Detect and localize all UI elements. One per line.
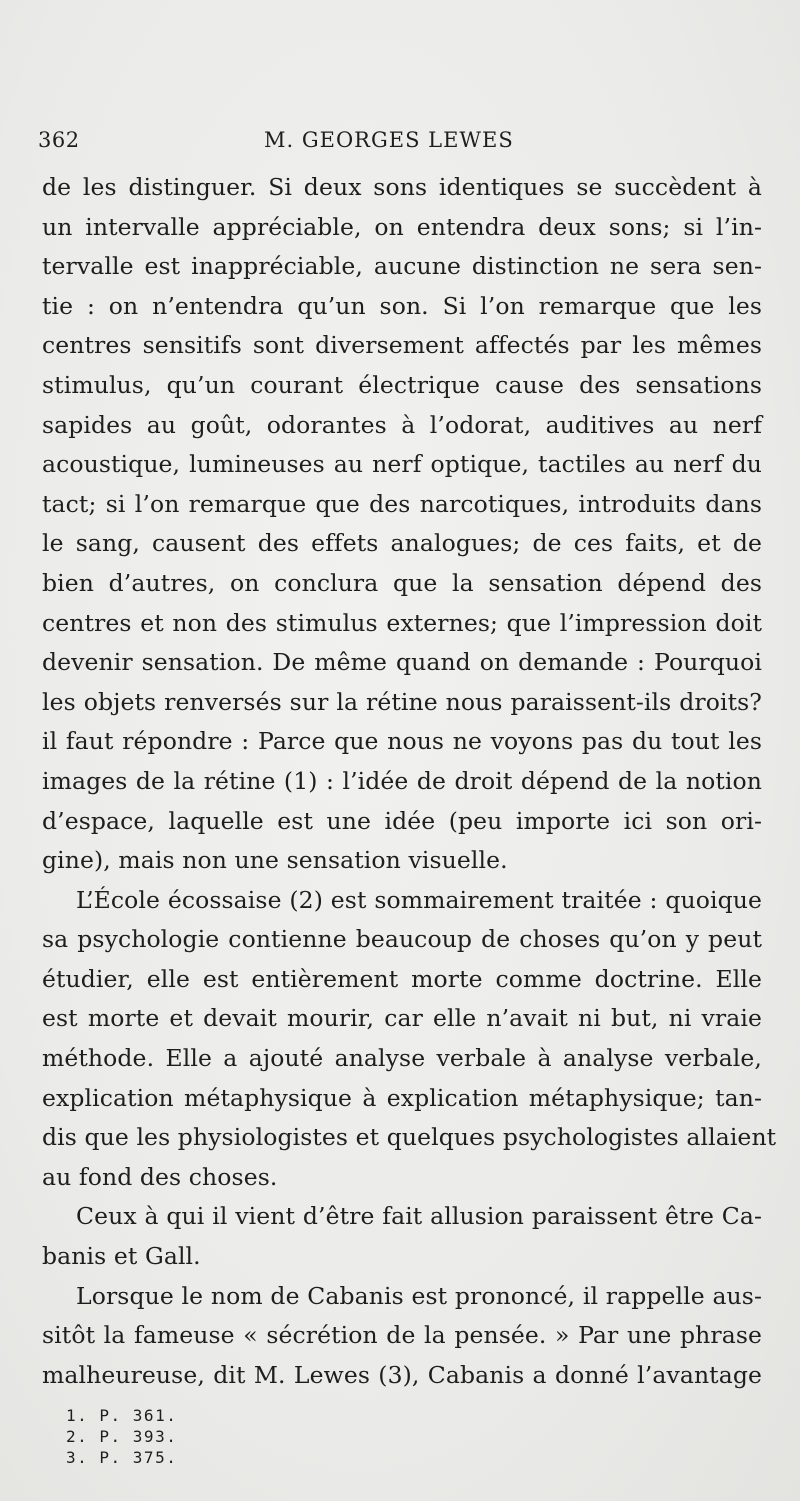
text-line: L’École écossaise (2) est sommairement traitée : quoique [76,885,762,914]
text-line: Ceux à qui il vient d’être fait allusion paraissent être Ca- [76,1202,762,1231]
text-line: méthode. Elle a ajouté analyse verbale à analyse verbale, [42,1044,762,1073]
text-line: au fond des choses. [42,1162,278,1191]
text-line: tervalle est inappréciable, aucune distinction ne sera sen- [42,252,762,281]
text-line: bien d’autres, on conclura que la sensation dépend des [42,568,762,597]
page-number: 362 [38,128,80,152]
footnotes [66,1405,366,1468]
text-line: il faut répondre : Parce que nous ne voyons pas du tout les [42,727,762,756]
text-line: les objets renversés sur la rétine nous paraissent-ils droits? [42,687,762,716]
footnote: 3. P. 375. [66,1448,178,1467]
footnote: 2. P. 393. [66,1427,178,1446]
text-line: stimulus, qu’un courant électrique cause des sensations [42,370,762,399]
text-line: de les distinguer. Si deux sons identiques se succèdent à [42,173,762,201]
text-line: sa psychologie contienne beaucoup de choses qu’on y peut [42,925,762,954]
text-line: tact; si l’on remarque que des narcotiques, introduits dans [42,489,762,518]
text-line: d’espace, laquelle est une idée (peu importe ici son ori- [42,806,762,835]
text-line: sitôt la fameuse « sécrétion de la pensée. » Par une phrase [42,1321,762,1350]
text-line: banis et Gall. [42,1242,201,1271]
body-text [42,168,777,1395]
text-line: images de la rétine (1) : l’idée de droit dépend de la notion [42,766,762,795]
text-line: explication métaphysique à explication métaphysique; tan- [42,1083,762,1112]
running-head: M. GEORGES LEWES [264,128,514,152]
text-line: dis que les physiologistes et quelques psychologistes allaient [42,1123,777,1152]
footnote: 1. P. 361. [66,1406,178,1425]
text-line: un intervalle appréciable, on entendra deux sons; si l’in- [42,212,762,241]
text-line: centres sensitifs sont diversement affectés par les mêmes [42,331,762,360]
text-line: Lorsque le nom de Cabanis est prononcé, il rappelle aus- [76,1281,762,1310]
text-line: est morte et devait mourir, car elle n’avait ni but, ni vraie [42,1004,762,1033]
text-line: gine), mais non une sensation visuelle. [42,846,508,875]
text-line: acoustique, lumineuses au nerf optique, tactiles au nerf du [42,450,762,479]
text-line: sapides au goût, odorantes à l’odorat, auditives au nerf [42,410,762,439]
text-line: malheureuse, dit M. Lewes (3), Cabanis a donné l’avantage [42,1360,762,1389]
text-line: le sang, causent des effets analogues; de ces faits, et de [42,529,762,558]
text-line: étudier, elle est entièrement morte comme doctrine. Elle [42,964,762,993]
text-line: devenir sensation. De même quand on demande : Pourquoi [42,648,762,677]
page-header [38,128,760,164]
text-line: tie : on n’entendra qu’un son. Si l’on remarque que les [42,291,762,320]
text-line: centres et non des stimulus externes; que l’impression doit [42,608,762,637]
